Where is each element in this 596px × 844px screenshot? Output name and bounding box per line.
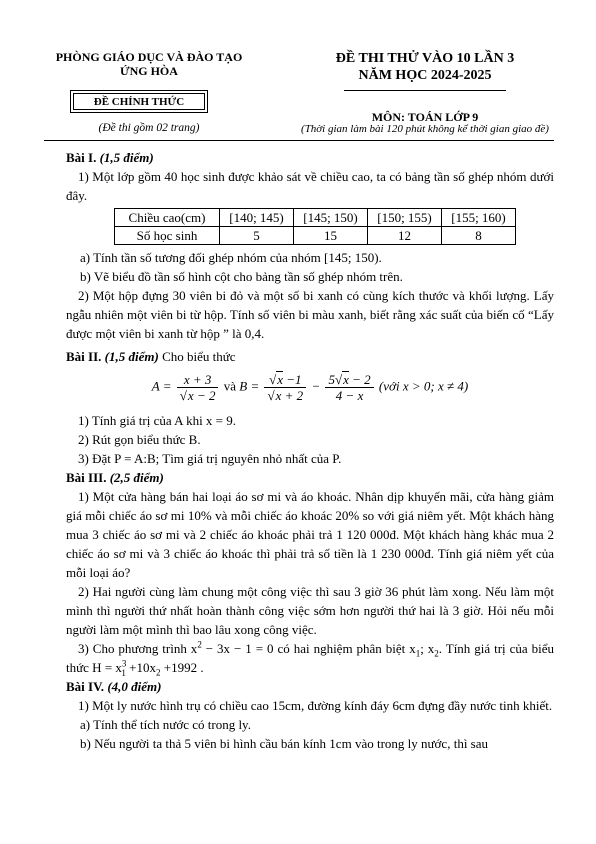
text-segment: +10x bbox=[125, 660, 156, 675]
problem-2-q3: 3) Đặt P = A:B; Tìm giá trị nguyên nhỏ nhất của P. bbox=[78, 451, 342, 466]
exam-title: ĐỀ THI THỬ VÀO 10 LẦN 3 bbox=[335, 51, 515, 66]
expression-b-label: B = bbox=[239, 378, 260, 394]
department-name: PHÒNG GIÁO DỤC VÀ ĐÀO TẠO bbox=[55, 50, 243, 64]
table-cell: 12 bbox=[368, 227, 442, 245]
problem-2-title: Bài II. bbox=[66, 349, 102, 364]
sqrt-radicand: x bbox=[187, 388, 194, 403]
frequency-table bbox=[114, 208, 516, 245]
table-cell: 8 bbox=[442, 227, 516, 245]
table-cell: [145; 150) bbox=[294, 209, 368, 227]
table-cell: 15 bbox=[294, 227, 368, 245]
problem-3-q3: 3) Cho phương trình $x^2 - 3x - 1 = 0$ có hai nghiệm phân biệt $x_1$; $x_2$. Tính giá trị của biểu thức $H = x^3_1 +10x_2 +1992$ . bbox=[66, 639, 554, 678]
table-header-height: Chiều cao(cm) bbox=[115, 209, 220, 227]
text-segment: +1992 . bbox=[160, 660, 204, 675]
problem-3-q1: 1) Một cửa hàng bán hai loại áo sơ mi và áo khoác. Nhân dịp khuyến mãi, cửa hàng giảm giá mỗi chiếc áo sơ mi 10% và mỗi chiếc áo khoác 20% so với giá niêm yết. Một khách hàng mua 3 chiếc áo sơ mi và 2 chiếc áo khoác phải trả 1 120 000đ. Một khách hàng khác mua 2 chiếc áo sơ mi và 3 chiếc áo khoác thì phải trả số tiền là 1 230 000đ. Tính giá niêm yết của mỗi loại áo? bbox=[66, 489, 554, 580]
title-underline bbox=[344, 90, 506, 91]
problem-3-q2: 2) Hai người cùng làm chung một công việc thì sau 3 giờ 36 phút làm xong. Nếu làm một mình thì người thứ nhất hoàn thành công việc sớm hơn người thứ hai là 3 giờ. Hỏi nếu mỗi người làm một mình thì bao lâu xong công việc. bbox=[66, 584, 554, 637]
sqrt-radicand: x bbox=[275, 388, 282, 403]
fraction-a-numerator: x + 3 bbox=[177, 372, 219, 388]
problem-2-heading bbox=[66, 347, 554, 366]
problem-2-q2: 2) Rút gọn biểu thức B. bbox=[78, 432, 201, 447]
denominator-rest: + 2 bbox=[281, 388, 304, 403]
numerator-rest: −1 bbox=[283, 372, 302, 387]
table-cell: [155; 160) bbox=[442, 209, 516, 227]
problem-1-title: Bài I. bbox=[66, 150, 97, 165]
expression-a-label: A = bbox=[151, 378, 172, 394]
problem-1-q1: 1) Một lớp gồm 40 học sinh được khảo sát về chiều cao, ta có bảng tần số ghép nhóm dưới đây. bbox=[66, 169, 554, 203]
page-count-note: (Đề thi gồm 02 trang) bbox=[98, 122, 200, 134]
fraction-b2 bbox=[325, 372, 373, 403]
problem-4-qa: a) Tính thể tích nước có trong ly. bbox=[80, 717, 251, 732]
table-cell: 5 bbox=[220, 227, 294, 245]
problem-1-qb: b) Vẽ biểu đồ tần số hình cột cho bảng tần số ghép nhóm trên. bbox=[80, 269, 403, 284]
fraction-b1-numerator: √x −1 bbox=[264, 372, 306, 388]
text-segment: − 3x − 1 = 0 có hai nghiệm phân biệt x bbox=[201, 641, 416, 656]
problem-4-points: (4,0 điểm) bbox=[107, 679, 162, 694]
problem-1-heading bbox=[66, 148, 554, 167]
fraction-a bbox=[177, 372, 219, 403]
coefficient: 5 bbox=[328, 372, 335, 387]
problem-3-points: (2,5 điểm) bbox=[109, 470, 164, 485]
district-name: ỨNG HÒA bbox=[120, 64, 178, 78]
official-exam-box bbox=[70, 90, 208, 113]
numerator-rest: − 2 bbox=[348, 372, 371, 387]
minus-sign: − bbox=[311, 378, 324, 394]
exam-content bbox=[66, 148, 554, 753]
table-row bbox=[115, 227, 516, 245]
problem-3-title: Bài III. bbox=[66, 470, 107, 485]
problem-3-heading bbox=[66, 468, 554, 487]
header-separator bbox=[44, 140, 554, 141]
problem-4-title: Bài IV. bbox=[66, 679, 105, 694]
problem-4-heading bbox=[66, 677, 554, 696]
domain-condition: (với x > 0; x ≠ 4) bbox=[378, 378, 469, 394]
expression-formula bbox=[66, 372, 554, 403]
official-exam-label: ĐỀ CHÍNH THỨC bbox=[73, 93, 205, 110]
fraction-a-denominator: √x − 2 bbox=[179, 388, 216, 403]
fraction-b2-numerator: 5√x − 2 bbox=[325, 372, 373, 388]
table-row bbox=[115, 209, 516, 227]
school-year: NĂM HỌC 2024-2025 bbox=[358, 68, 492, 83]
exam-header bbox=[290, 50, 560, 91]
problem-1-q2: 2) Một hộp đựng 30 viên bi đỏ và một số bi xanh có cùng kích thước và khối lượng. Lấy ngẫu nhiên một viên bi từ hộp. Tính số viên bi màu xanh, biết rằng xác suất của biến cố “Lấy được một viên bi xanh từ hộp ” là 0,4. bbox=[66, 288, 554, 341]
fraction-b1-denominator: √x + 2 bbox=[267, 388, 304, 403]
conjunction: và bbox=[223, 378, 240, 394]
subject-label: MÔN: TOÁN LỚP 9 bbox=[371, 110, 479, 124]
fraction-b2-denominator: 4 − x bbox=[335, 388, 364, 403]
table-header-students: Số học sinh bbox=[115, 227, 220, 245]
text-segment: 3) Cho phương trình x bbox=[78, 641, 198, 656]
fraction-b1 bbox=[264, 372, 306, 403]
department-header bbox=[44, 50, 254, 78]
problem-4-qb: b) Nếu người ta thả 5 viên bi hình cầu bán kính 1cm vào trong ly nước, thì sau bbox=[80, 736, 489, 751]
table-cell: [140; 145) bbox=[220, 209, 294, 227]
problem-2-points: (1,5 điểm) bbox=[104, 349, 159, 364]
text-segment: ; x bbox=[420, 641, 435, 656]
text-segment: . Tính giá trị của biểu thức H = x bbox=[66, 641, 554, 675]
problem-4-q1: 1) Một ly nước hình trụ có chiều cao 15cm, đường kính đáy 6cm đựng đầy nước tinh khiết. bbox=[78, 698, 553, 713]
problem-2-intro: Cho biểu thức bbox=[158, 349, 236, 364]
problem-1-qa: a) Tính tần số tương đối ghép nhóm của nhóm [145; 150). bbox=[80, 250, 382, 265]
denominator-rest: − 2 bbox=[193, 388, 216, 403]
table-cell: [150; 155) bbox=[368, 209, 442, 227]
time-note: (Thời gian làm bài 120 phút không kể thời gian giao đề) bbox=[301, 123, 549, 135]
problem-2-q1: 1) Tính giá trị của A khi x = 9. bbox=[78, 413, 237, 428]
sqrt-radicand: x bbox=[277, 372, 284, 387]
sqrt-radicand: x bbox=[343, 372, 349, 387]
problem-1-points: (1,5 điểm) bbox=[99, 150, 154, 165]
